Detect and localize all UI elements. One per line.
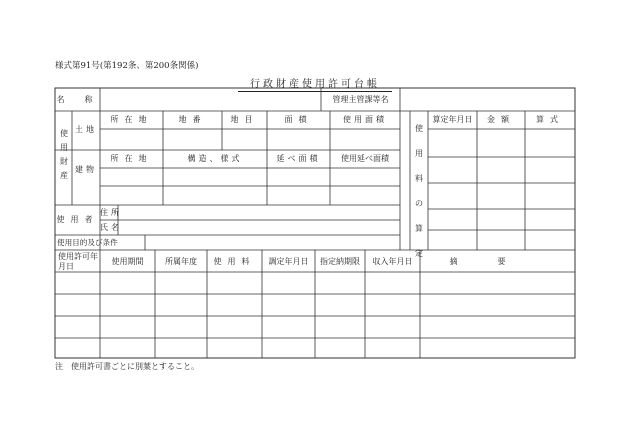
amount-label: 金額 xyxy=(487,115,515,124)
structure-label: 構造、様式 xyxy=(187,154,243,163)
land-use-area-label: 使用面積 xyxy=(343,115,387,124)
permit-date-label: 使用許可年月日 xyxy=(58,252,98,271)
fee-calc-label: 使用料の算定 xyxy=(415,124,423,258)
fiscal-year-label: 所属年度 xyxy=(165,257,197,266)
land-area-label: 面積 xyxy=(284,115,313,124)
formula-label: 算式 xyxy=(536,115,564,124)
remarks-label: 摘要 xyxy=(449,257,546,266)
purpose-label: 使用目的及び条件 xyxy=(57,238,118,247)
calc-date-label: 算定年月日 xyxy=(432,115,473,124)
fee-label: 使用料 xyxy=(213,257,256,266)
address-label: 住所 xyxy=(100,208,122,217)
period-label: 使用期間 xyxy=(111,257,144,266)
form-title-text: 行政財産使用許可台帳 xyxy=(238,79,392,92)
form-reference: 様式第91号(第192条、第200条関係) xyxy=(55,61,199,71)
property-label: 使用財産 xyxy=(60,129,68,180)
person-name-label: 氏名 xyxy=(100,223,122,232)
land-category-label: 地目 xyxy=(230,115,259,124)
due-date-label: 指定納期限 xyxy=(320,257,360,266)
building-label: 建物 xyxy=(75,165,97,174)
lot-number-label: 地番 xyxy=(178,115,207,124)
floor-area-label: 延べ面積 xyxy=(276,154,321,163)
land-label: 土地 xyxy=(75,125,97,134)
use-floor-area-label: 使用延べ面積 xyxy=(341,154,389,163)
form-note: 注 使用許可書ごとに別葉とすること。 xyxy=(55,362,199,371)
assess-date-label: 調定年月日 xyxy=(268,257,309,266)
name-label: 名 称 xyxy=(56,95,99,104)
manager-label: 管理主管課等名 xyxy=(332,95,389,104)
user-label: 使用者 xyxy=(56,215,99,224)
receipt-date-label: 収入年月日 xyxy=(372,257,413,266)
building-location-label: 所在地 xyxy=(110,154,153,163)
land-location-label: 所在地 xyxy=(110,115,153,124)
